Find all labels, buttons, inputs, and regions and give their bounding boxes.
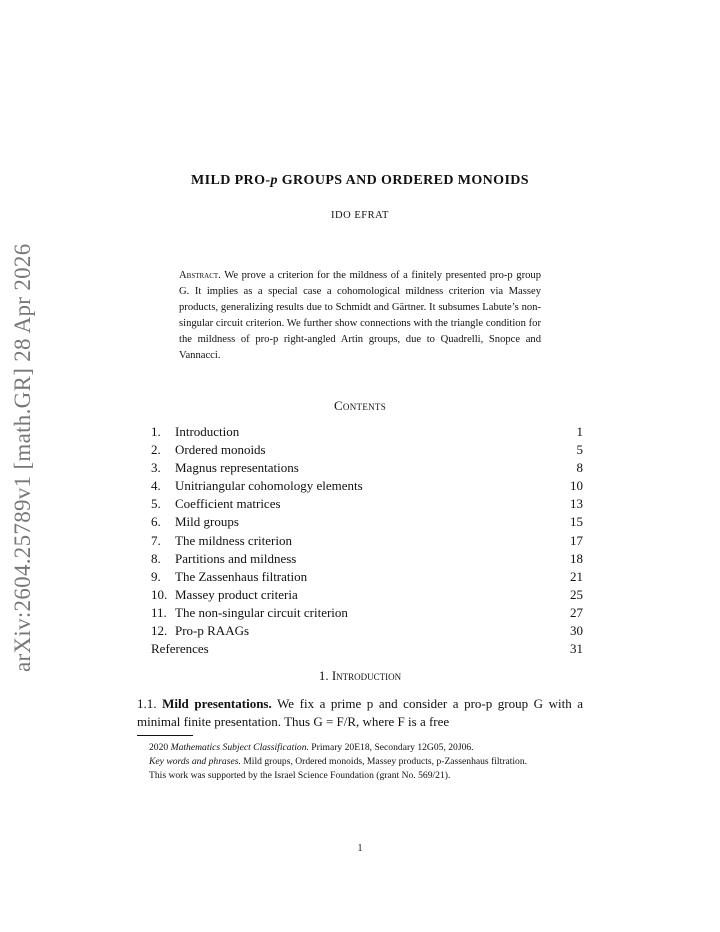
toc-entry-page: 17 — [570, 532, 583, 548]
subsection-number: 1.1. — [137, 696, 157, 711]
footnote-keywords: Key words and phrases. Mild groups, Ordered monoids, Massey products, p-Zassenhaus filtration. — [149, 755, 528, 767]
table-of-contents — [151, 423, 583, 658]
toc-entry-title — [151, 441, 266, 459]
toc-entry-page: 8 — [576, 460, 583, 476]
toc-entry[interactable] — [151, 604, 583, 622]
toc-entry-number: 5. — [151, 496, 161, 512]
toc-entry[interactable] — [151, 532, 583, 550]
toc-entry[interactable] — [151, 586, 583, 604]
footnotes — [137, 741, 583, 782]
toc-entry-title — [151, 604, 348, 622]
contents-heading: Contents — [333, 398, 387, 413]
paper-title: MILD PRO-p GROUPS AND ORDERED MONOIDS — [191, 173, 529, 188]
toc-entry[interactable] — [151, 550, 583, 568]
toc-entry-page: 21 — [570, 568, 583, 584]
toc-entry-page: 27 — [570, 604, 583, 620]
toc-entry-text: Ordered monoids — [175, 442, 266, 458]
subsection-title: Mild presentations. — [162, 696, 272, 711]
section-heading: 1. Introduction — [318, 668, 402, 683]
toc-entry-text: Pro-p RAAGs — [175, 623, 250, 639]
toc-entry[interactable] — [151, 568, 583, 586]
footnote-rule — [137, 735, 193, 736]
toc-entry-text: Coefficient matrices — [175, 496, 281, 512]
toc-entry[interactable] — [151, 441, 583, 459]
toc-entry-title — [151, 622, 249, 640]
toc-entry[interactable] — [151, 622, 583, 640]
toc-entry-title — [151, 477, 363, 495]
toc-entry-number: 11. — [151, 604, 167, 620]
toc-entry-number: 8. — [151, 550, 161, 566]
toc-entry-text: The mildness criterion — [175, 532, 292, 548]
toc-entry-number: 12. — [151, 623, 168, 639]
subsection-text: We fix a prime p and consider a pro-p group G with a minimal finite presentation. Thus G = F/R, where F is a free — [137, 696, 584, 729]
toc-entry-text: Massey product criteria — [175, 586, 298, 602]
toc-entry-title — [151, 513, 239, 531]
toc-entry[interactable] — [151, 423, 583, 441]
toc-entry-title — [151, 586, 298, 604]
toc-entry-text: Partitions and mildness — [175, 550, 297, 566]
toc-entry-number: 2. — [151, 442, 161, 458]
toc-entry-text: Magnus representations — [175, 460, 299, 476]
toc-entry-title — [151, 459, 299, 477]
toc-entry-number: 1. — [151, 424, 161, 439]
toc-entry-number: 6. — [151, 514, 161, 530]
toc-entry-number: 9. — [151, 568, 161, 584]
toc-entry[interactable] — [151, 513, 583, 531]
toc-entry[interactable] — [151, 459, 583, 477]
toc-entry-text: References — [151, 641, 209, 657]
toc-entry-text: The non-singular circuit criterion — [175, 604, 348, 620]
toc-entry-text: Introduction — [175, 424, 240, 439]
page-number: 1 — [357, 843, 363, 854]
abstract-label: Abstract. — [179, 270, 221, 281]
toc-entry-page: 18 — [570, 550, 583, 566]
toc-entry-page: 13 — [570, 496, 583, 512]
toc-entry-title — [151, 550, 296, 568]
toc-entry[interactable] — [151, 477, 583, 495]
arxiv-identifier: arXiv:2604.25789v1 [math.GR] 28 Apr 2026 — [10, 243, 35, 672]
toc-entry-page: 5 — [576, 442, 583, 458]
abstract-text: We prove a criterion for the mildness of a finitely presented pro-p group G. It implies as a special case a cohomological mildness criterion via Massey products, generalizing results due to Schmidt and Gärtner. It subsumes Labute’s non-singular circuit criterion. We further show connections with the triangle condition for the mildness of pro-p right-angled Artin groups, due to Quadrelli, Snopce and Vannacci. — [179, 270, 541, 361]
author-name: IDO EFRAT — [331, 210, 389, 221]
toc-entry-title — [151, 532, 292, 550]
toc-entry[interactable] — [151, 495, 583, 513]
toc-entry-number: 3. — [151, 460, 161, 476]
toc-entry-number: 4. — [151, 478, 161, 494]
toc-entry[interactable] — [151, 640, 583, 658]
toc-entry-page: 25 — [570, 586, 583, 602]
toc-entry-page: 15 — [570, 514, 583, 530]
toc-entry-number: 10. — [151, 586, 168, 602]
intro-paragraph — [137, 695, 583, 731]
toc-entry-title — [151, 423, 239, 441]
toc-entry-page: 10 — [570, 478, 583, 494]
toc-entry-page: 30 — [570, 623, 583, 639]
toc-entry-text: The Zassenhaus filtration — [175, 568, 308, 584]
abstract — [179, 268, 541, 364]
toc-entry-text: Unitriangular cohomology elements — [175, 478, 363, 494]
toc-entry-title — [151, 640, 209, 658]
toc-entry-page: 1 — [576, 424, 583, 439]
toc-entry-page: 31 — [570, 641, 583, 657]
toc-entry-text: Mild groups — [175, 514, 239, 530]
footnote-msc: 2020 Mathematics Subject Classification. Primary 20E18, Secondary 12G05, 20J06. — [149, 742, 474, 753]
toc-entry-title — [151, 568, 307, 586]
footnote-support: This work was supported by the Israel Science Foundation (grant No. 569/21). — [149, 769, 451, 781]
toc-entry-title — [151, 495, 281, 513]
toc-entry-number: 7. — [151, 532, 161, 548]
